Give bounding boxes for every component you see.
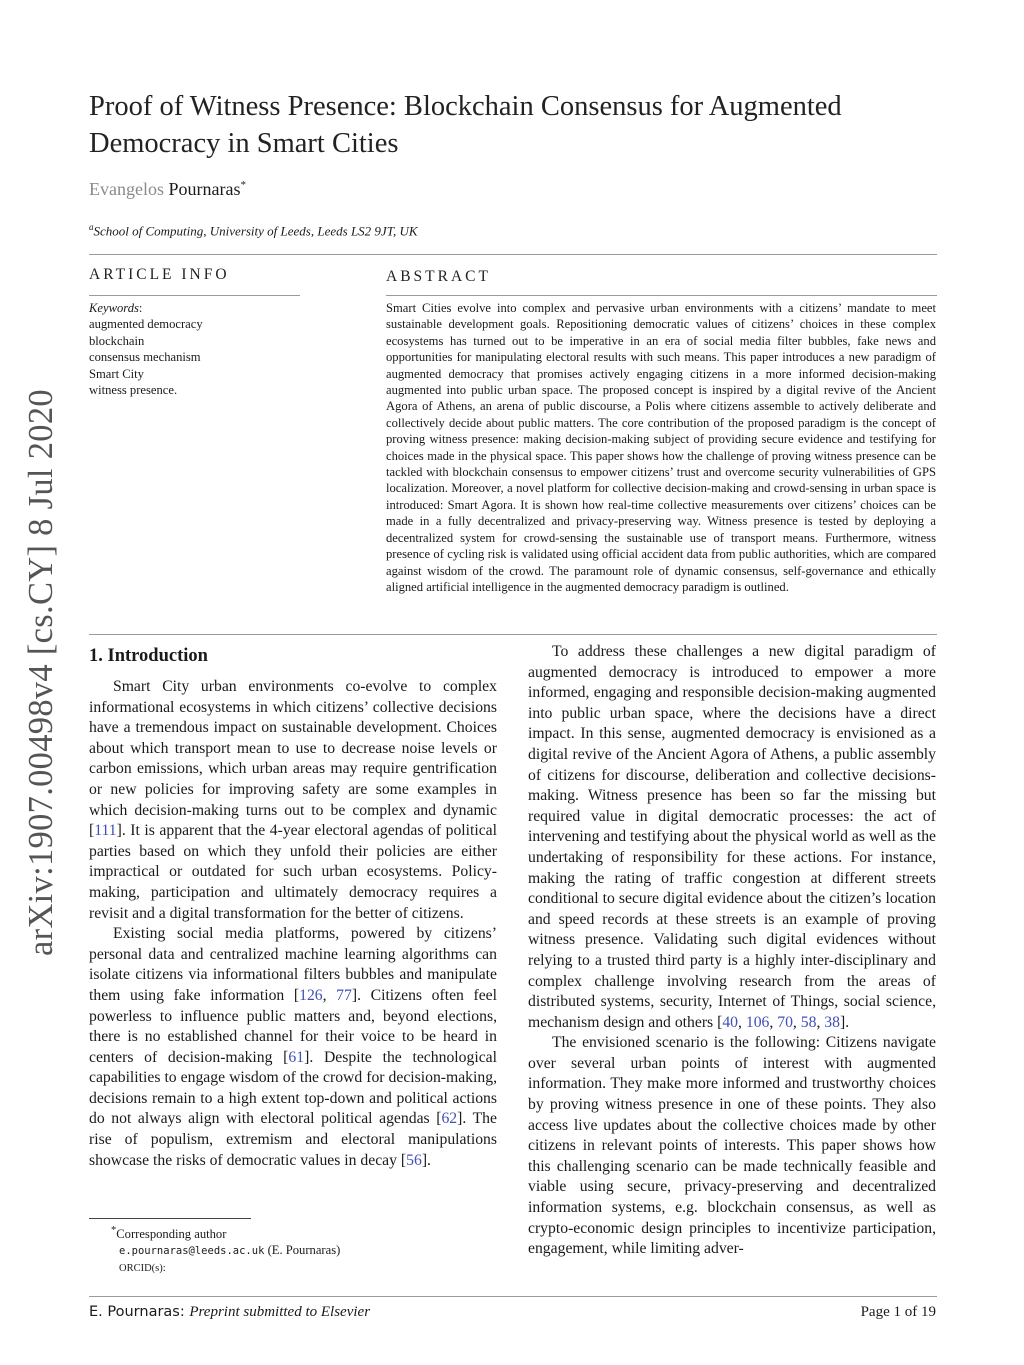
text-run: ]. Citizens often feel powerless to influence public matters and, beyond elections, there is no established channel for their voice to be heard in centers of decision-making [ bbox=[89, 986, 497, 1066]
keyword-item: augmented democracy bbox=[89, 317, 203, 332]
abstract-rule bbox=[386, 295, 937, 296]
header-rule bbox=[89, 254, 937, 255]
arxiv-id-text: arXiv:1907.00498v4 [cs.CY] 8 Jul 2020 bbox=[21, 388, 60, 956]
keyword-item: Smart City bbox=[89, 366, 144, 381]
keyword-item: blockchain bbox=[89, 333, 145, 348]
keywords-label-line: Keywords: bbox=[89, 301, 143, 315]
affiliation-text: School of Computing, University of Leeds, Leeds LS2 9JT, UK bbox=[93, 223, 418, 239]
text-run: , bbox=[322, 986, 337, 1004]
paragraph bbox=[528, 642, 936, 1033]
page-number: Page 1 of 19 bbox=[860, 1304, 936, 1320]
footnote-label: Corresponding author bbox=[116, 1227, 227, 1242]
citation-link[interactable]: 56 bbox=[406, 1151, 422, 1169]
author-last-name: Pournaras bbox=[168, 179, 241, 199]
email-link[interactable]: e.pournaras@leeds.ac.uk bbox=[119, 1245, 265, 1258]
article-info-rule bbox=[89, 295, 300, 296]
footer-author: E. Pournaras: bbox=[89, 1304, 185, 1320]
citation-link[interactable]: 58 bbox=[800, 1013, 817, 1031]
footnote-corresponding bbox=[89, 1223, 340, 1242]
citation-link[interactable]: 77 bbox=[336, 986, 352, 1004]
keyword-item: consensus mechanism bbox=[89, 350, 201, 365]
keywords-label: Keywords bbox=[89, 301, 139, 315]
keywords-block bbox=[89, 300, 203, 398]
section-number: 1. bbox=[89, 646, 103, 666]
paragraph bbox=[89, 677, 497, 924]
text-run: ]. It is apparent that the 4-year electoral agendas of political parties based on which they unfold their policies are either impractical or outdated for such urban ecosystems. Policy-making, participation and ultimately democracy requires a revisit and a digital transformation for the better of citizens. bbox=[89, 822, 497, 922]
abstract-body: Smart Cities evolve into complex and pervasive urban environments with a citizens’ mandate to meet sustainable development goals. Repositioning democratic values of citizens’ choices in these complex ecosystems has turned out to be imperative in an era of social media filter bubbles, fake news and opportunities for manipulating electoral results with such means. This paper introduces a new paradigm of augmented democracy that promises actively engaging citizens in a more informed decision-making augmented into public urban space. The proposed concept is inspired by a digital revive of the Ancient Agora of Athens, an arena of public discourse, a Polis where citizens assemble to actively deliberate and collectively decide about public matters. The core contribution of the proposed paradigm is the concept of proving witness presence: making decision-making subject of providing secure evidence and testifying for choices made in the physical space. This paper shows how the challenge of proving witness presence can be tackled with blockchain consensus to empower citizens’ trust and overcome security vulnerabilities of GPS localization. Moreover, a novel platform for collective decision-making and crowd-sensing in urban space is introduced: Smart Agora. It is shown how real-time collective measurements over citizens’ choices can be made in a fully decentralized and privacy-preserving way. Witness presence is tested by deploying a decentralized system for crowd-sensing the sustainable use of transport means. Furthermore, witness presence of cycling risk is validated using official accident data from public authorities, which are compared against wisdom of the crowd. The paramount role of dynamic consensus, self-governance and ethically aligned artificial intelligence in the augmented democracy paradigm is outlined. bbox=[386, 301, 936, 594]
footnote-block bbox=[89, 1223, 340, 1277]
affiliation-marker: a bbox=[89, 222, 94, 232]
abstract-heading: ABSTRACT bbox=[386, 268, 491, 285]
footer-left bbox=[89, 1304, 370, 1321]
section-heading-introduction bbox=[89, 646, 208, 667]
paragraph bbox=[89, 924, 497, 1171]
article-info-heading: ARTICLE INFO bbox=[89, 266, 230, 283]
text-run: ]. Despite the technological capabilities to engage wisdom of the crowd for decision-making, decisions remain to a high extent top-down and political actions do not always align with electoral political agendas [ bbox=[89, 1048, 497, 1128]
text-run: Existing social media platforms, powered by citizens’ personal data and centralized machine learning algorithms can isolate citizens via informational filters bubbles and manipulate them using fake information [ bbox=[89, 925, 497, 1004]
paper-title: Proof of Witness Presence: Blockchain Consensus for Augmented Democracy in Smart Cities bbox=[89, 91, 842, 159]
left-text-column bbox=[89, 677, 497, 1171]
paragraph: The envisioned scenario is the following: Citizens navigate over several urban points of interest with augmented information. They make more informed and trustworthy choices by proving witness presence in one of these points. They also access live updates about the collective choices made by other citizens in relevant points of interests. This paper shows how this challenging scenario can be made technically feasible and viable using secure, privacy-preserving and decentralized information systems, e.g. blockchain consensus, as well as crypto-economic design principles to incentivize participation, engagement, while limiting adver- bbox=[528, 1034, 936, 1258]
citation-link[interactable]: 111 bbox=[94, 822, 117, 840]
text-run: ]. bbox=[421, 1151, 431, 1169]
orcid-label: ORCID(s): bbox=[119, 1263, 166, 1275]
arxiv-side-identifier bbox=[20, 383, 62, 961]
section-title: Introduction bbox=[107, 646, 208, 666]
author-line bbox=[89, 179, 246, 200]
citation-link[interactable]: 70 bbox=[777, 1013, 793, 1031]
email-owner: (E. Pournaras) bbox=[267, 1243, 341, 1258]
text-run: , bbox=[769, 1013, 778, 1031]
footer-rule bbox=[89, 1296, 937, 1297]
citation-link[interactable]: 38 bbox=[824, 1013, 840, 1031]
text-run: , bbox=[738, 1013, 746, 1031]
text-run: , bbox=[816, 1013, 825, 1031]
abstract-bottom-rule bbox=[89, 634, 937, 635]
right-text-column bbox=[528, 642, 936, 1260]
author-first-name: Evangelos bbox=[89, 179, 164, 199]
footnote-email-line bbox=[89, 1242, 340, 1259]
text-run: ]. bbox=[839, 1013, 850, 1031]
footnote-rule bbox=[89, 1218, 251, 1219]
keyword-item: witness presence. bbox=[89, 383, 178, 398]
citation-link[interactable]: 40 bbox=[722, 1013, 738, 1031]
footnote-orcid-line bbox=[89, 1259, 340, 1277]
text-run: Smart City urban environments co-evolve to complex informational ecosystems in which citizens’ collective decisions have a tremendous impact on sustainable development. Choices about which transport mean to use to decrease noise levels or carbon emissions, which urban areas may require gentrification or new policies for improving safety are some examples in which decision-making turns out to be complex and dynamic [ bbox=[89, 678, 497, 840]
footnote-marker: * bbox=[111, 1225, 117, 1236]
citation-link[interactable]: 61 bbox=[288, 1048, 305, 1066]
text-run: To address these challenges a new digital paradigm of augmented democracy is introduced to empower a more informed, engaging and responsible decision-making augmented into public urban space, where the decisions have a direct impact. In this sense, augmented democracy is envisioned as a digital revive of the Ancient Agora of Athens, a public assembly of citizens for discourse, deliberation and collective decisions-making. Witness presence has been so far the missing but required value in digital democratic processes: the act of intervening and testifying about the physical world as well as the undertaking of responsibility for these actions. For instance, making the rating of traffic congestion at different streets conditional to secure digital evidence about the citizen’s location and speed records at these streets is an example of proving witness presence. Validating such digital evidences without relying to a trusted third party is a highly inter-disciplinary and complex challenge involving research from the areas of distributed systems, security, Internet of Things, social science, mechanism design and others [ bbox=[528, 643, 936, 1031]
footer-note: Preprint submitted to Elsevier bbox=[189, 1304, 371, 1320]
affiliation bbox=[89, 222, 418, 239]
citation-link[interactable]: 62 bbox=[441, 1110, 458, 1128]
text-run: ]. The rise of populism, extremism and electoral manipulations showcase the risks of democratic values in decay [ bbox=[89, 1110, 497, 1169]
author-marker: * bbox=[240, 179, 246, 191]
text-run: , bbox=[792, 1013, 801, 1031]
citation-link[interactable]: 106 bbox=[745, 1013, 770, 1031]
citation-link[interactable]: 126 bbox=[299, 986, 323, 1004]
